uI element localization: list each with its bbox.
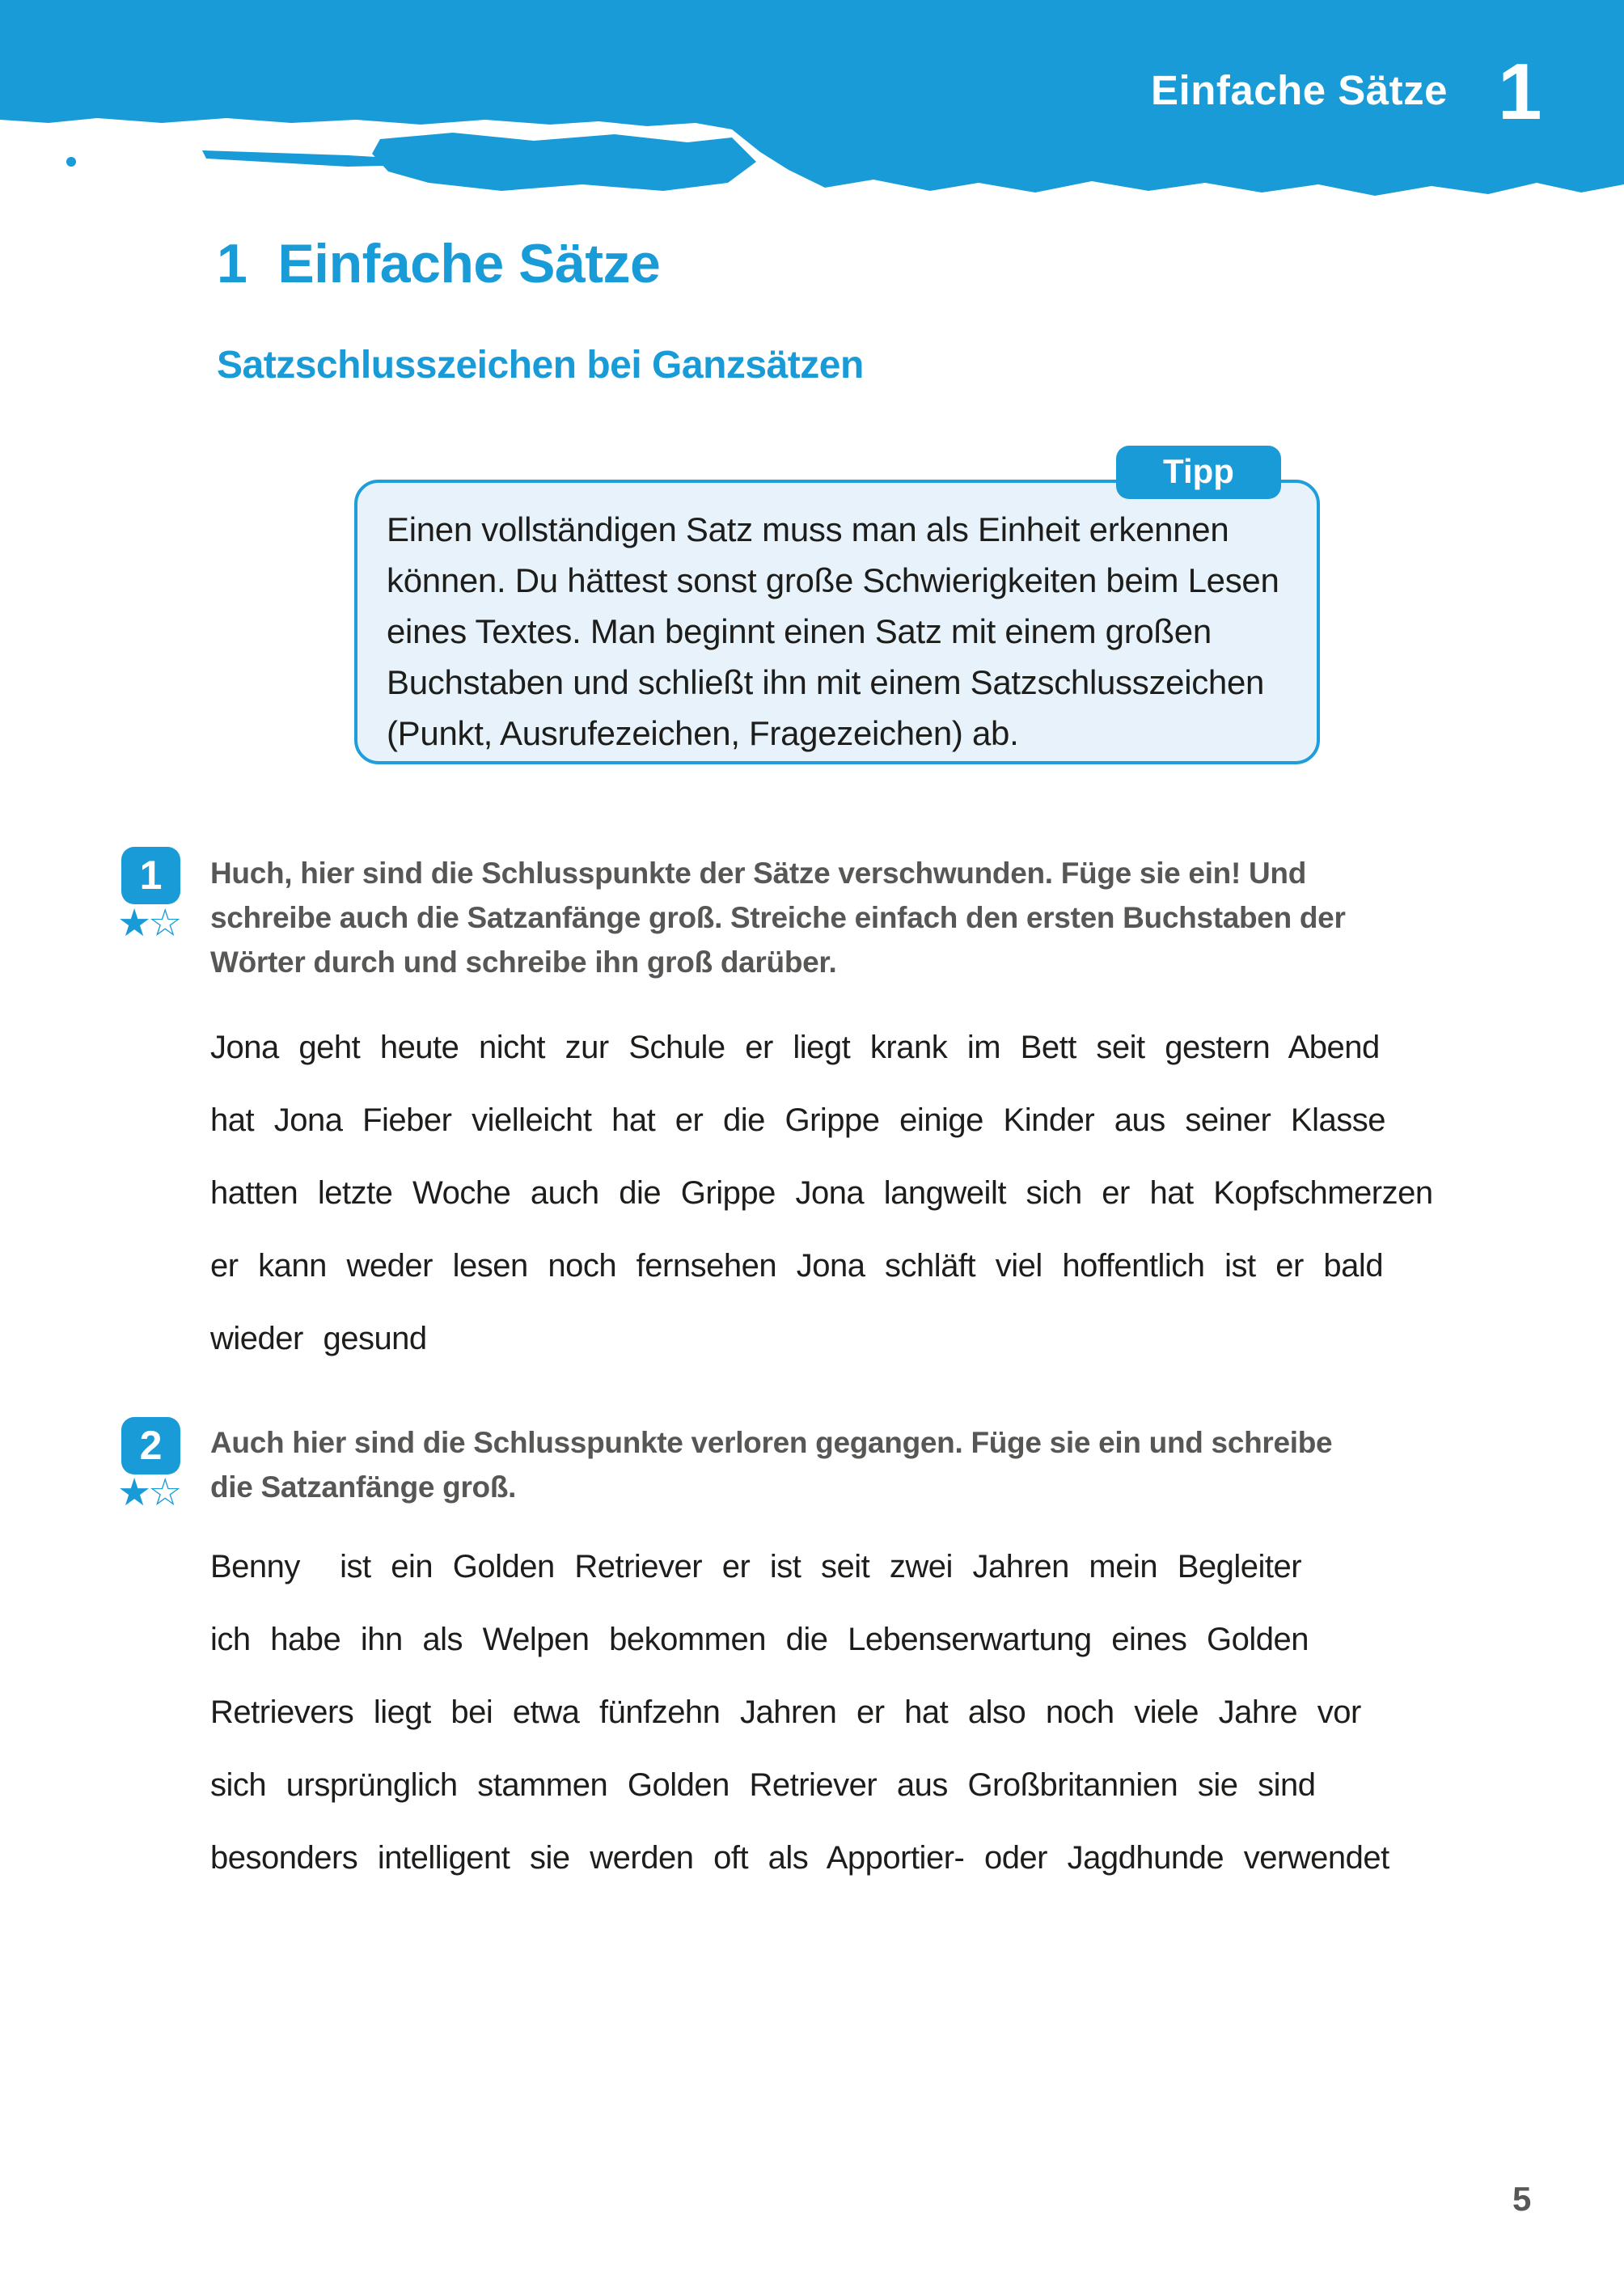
page-number: 5 bbox=[1512, 2180, 1532, 2218]
exercise-text-line: besonders intelligent sie werden oft als Apportier- oder Jagdhunde verwendet bbox=[210, 1840, 1389, 1876]
tip-text-line: eines Textes. Man beginnt einen Satz mit einem großen bbox=[387, 612, 1212, 650]
instruction-line: Wörter durch und schreibe ihn groß darüber. bbox=[210, 946, 837, 979]
exercise-1-instruction bbox=[210, 851, 1456, 984]
tip-text-line: können. Du hättest sonst große Schwierigkeiten beim Lesen bbox=[387, 561, 1279, 599]
star-filled-icon: ★ bbox=[117, 1470, 149, 1515]
exercise-text-line: ich habe ihn als Welpen bekommen die Lebenserwartung eines Golden bbox=[210, 1622, 1309, 1657]
exercise-2-difficulty bbox=[117, 1470, 180, 1515]
tip-text-line: (Punkt, Ausrufezeichen, Fragezeichen) ab. bbox=[387, 714, 1019, 752]
exercise-1-difficulty bbox=[117, 901, 180, 946]
tip-text-line: Buchstaben und schließt ihn mit einem Satzschlusszeichen bbox=[387, 663, 1265, 701]
exercise-text-line: wieder gesund bbox=[210, 1321, 427, 1356]
tip-text-line: Einen vollständigen Satz muss man als Einheit erkennen bbox=[387, 510, 1229, 548]
instruction-line: Auch hier sind die Schlusspunkte verloren gegangen. Füge sie ein und schreibe bbox=[210, 1426, 1333, 1459]
exercise-text-line: hat Jona Fieber vielleicht hat er die Grippe einige Kinder aus seiner Klasse bbox=[210, 1102, 1385, 1138]
star-filled-icon: ★ bbox=[117, 901, 149, 946]
tip-text bbox=[387, 504, 1292, 759]
exercise-2-badge: 2 bbox=[121, 1417, 180, 1474]
exercise-2-instruction bbox=[210, 1420, 1456, 1509]
tip-tab-label: Tipp bbox=[1116, 446, 1281, 499]
exercise-2-text bbox=[210, 1530, 1472, 1894]
exercise-text-line: sich ursprünglich stammen Golden Retriever aus Großbritannien sie sind bbox=[210, 1767, 1316, 1803]
tip-box bbox=[354, 452, 1320, 764]
exercise-1-badge: 1 bbox=[121, 847, 180, 904]
instruction-line: Huch, hier sind die Schlusspunkte der Sätze verschwunden. Füge sie ein! Und bbox=[210, 857, 1307, 890]
chapter-title bbox=[217, 233, 661, 294]
exercise-1-text bbox=[210, 1011, 1472, 1375]
header-chapter-label: Einfache Sätze bbox=[1151, 67, 1448, 113]
star-outline-icon: ☆ bbox=[148, 1470, 180, 1515]
exercise-text-line: hatten letzte Woche auch die Grippe Jona langweilt sich er hat Kopfschmerzen bbox=[210, 1175, 1433, 1211]
exercise-text-line: Jona geht heute nicht zur Schule er liegt krank im Bett seit gestern Abend bbox=[210, 1030, 1380, 1065]
exercise-text-line: Benny ist ein Golden Retriever er ist seit zwei Jahren mein Begleiter bbox=[210, 1549, 1302, 1584]
exercise-text-line: er kann weder lesen noch fernsehen Jona schläft viel hoffentlich ist er bald bbox=[210, 1248, 1384, 1284]
instruction-line: die Satzanfänge groß. bbox=[210, 1470, 517, 1504]
instruction-line: schreibe auch die Satzanfänge groß. Streiche einfach den ersten Buchstaben der bbox=[210, 901, 1346, 934]
chapter-title-text: Einfache Sätze bbox=[277, 233, 661, 294]
star-outline-icon: ☆ bbox=[148, 901, 180, 946]
header-chapter-number: 1 bbox=[1498, 47, 1542, 136]
exercise-text-line: Retrievers liegt bei etwa fünfzehn Jahren er hat also noch viele Jahre vor bbox=[210, 1694, 1361, 1730]
section-subtitle: Satzschlusszeichen bei Ganzsätzen bbox=[217, 344, 864, 387]
chapter-title-number: 1 bbox=[217, 233, 247, 294]
